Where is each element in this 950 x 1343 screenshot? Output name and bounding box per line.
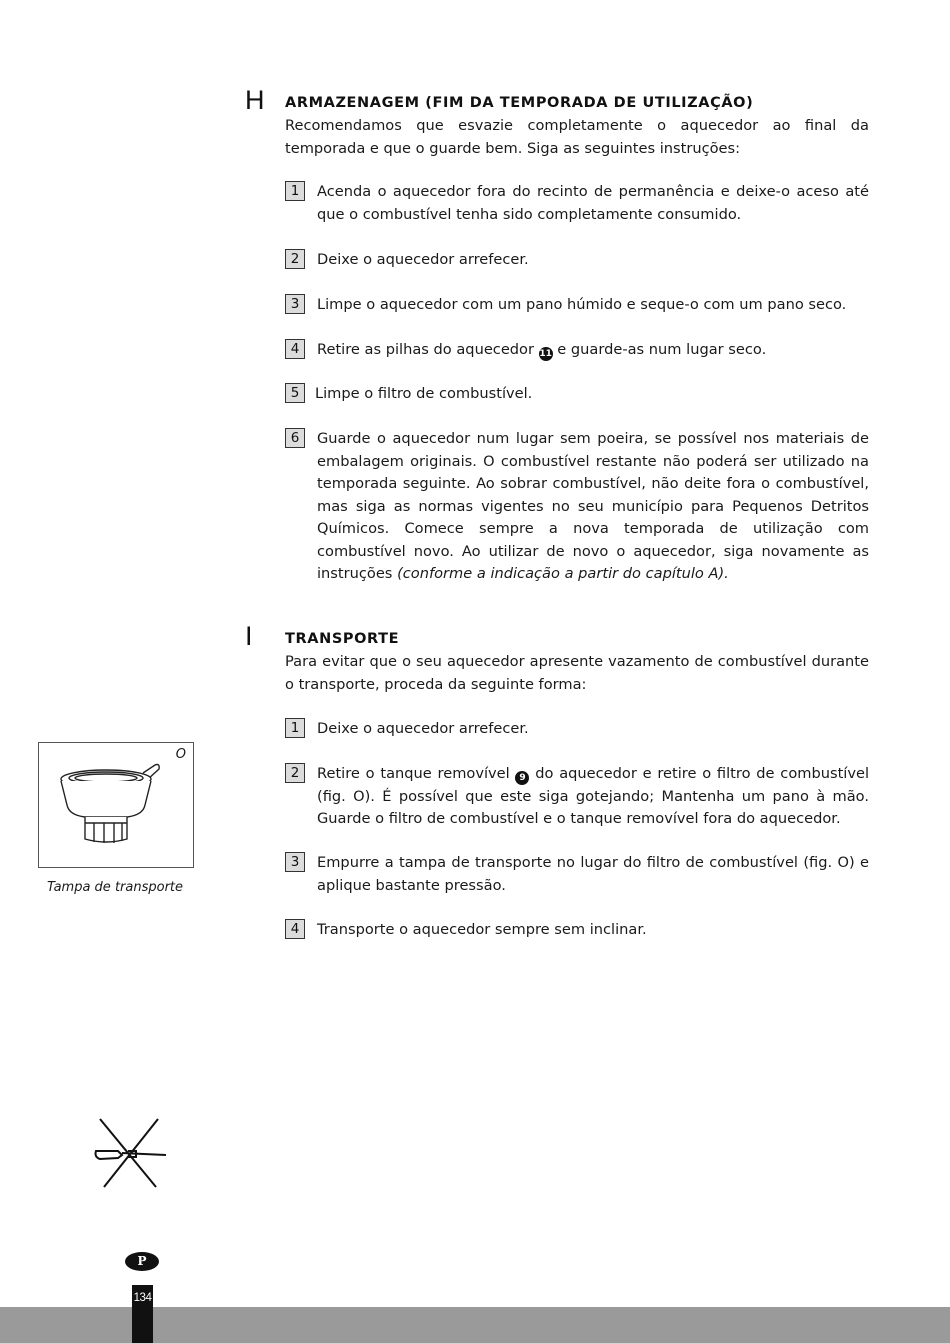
step-text: Deixe o aquecedor arrefecer. [317,251,529,268]
storage-step-2 [285,249,869,272]
step-text-before: Retire as pilhas do aquecedor [317,341,534,358]
step-number: 4 [285,919,305,939]
step-text [317,339,869,362]
storage-step-5 [285,383,869,406]
transport-step-3 [285,852,869,897]
step-text-before: Retire o tanque removível [317,765,510,782]
transport-step-1 [285,718,869,741]
step-text [317,428,869,586]
section-letter-i: I [245,621,253,651]
step-number: 3 [285,852,305,872]
step-number: 2 [285,763,305,783]
part-number-badge: 11 [539,349,552,359]
step-text-after: e guarde-as num lugar seco. [557,341,767,358]
language-badge: P [125,1252,159,1271]
step-text-italic: (conforme a indicação a partir do capítulo A). [397,565,729,582]
step-text [317,763,869,831]
figure-caption: Tampa de transporte [47,880,184,895]
no-screwdriver-icon [90,1115,170,1191]
step-text: Acenda o aquecedor fora do recinto de permanência e deixe-o aceso até que o combustível tenha sido completamente consumido. [317,183,869,223]
section-intro-transport: Para evitar que o seu aquecedor apresente vazamento de combustível durante o transporte, proceda da seguinte forma: [285,653,869,693]
step-number: 6 [285,428,305,448]
transport-cap-illustration [39,743,193,867]
storage-step-3 [285,294,869,317]
step-text: Transporte o aquecedor sempre sem inclinar. [317,921,647,938]
step-number: 2 [285,249,305,269]
figure-letter: O [175,747,186,762]
step-number: 1 [285,181,305,201]
step-number: 5 [285,383,305,403]
storage-step-1 [285,181,869,226]
transport-step-4 [285,919,869,942]
section-title-transport: TRANSPORTE [285,631,400,647]
step-text: Limpe o filtro de combustível. [315,385,533,402]
step-number: 4 [285,339,305,359]
step-text-after: do aquecedor e retire o filtro de combustível (fig. O). É possível que este siga gotejando; Mantenha um pano à mão. Guarde o filtro de combustível e o tanque removível fora do aquecedor. [317,765,870,827]
step-number: 3 [285,294,305,314]
section-title-storage: ARMAZENAGEM (FIM DA TEMPORADA DE UTILIZAÇÃO) [285,95,754,111]
step-text: Empurre a tampa de transporte no lugar do filtro de combustível (fig. O) e aplique bastante pressão. [317,854,869,894]
step-text: Deixe o aquecedor arrefecer. [317,720,529,737]
step-text-main: Guarde o aquecedor num lugar sem poeira, se possível nos materiais de embalagem originais. O combustível restante não poderá ser utilizado na temporada seguinte. Ao sobrar combustível, não deite fora o combustível, mas siga as normas vigentes no seu município para Pequenos Detritos Químicos. Comece sempre a nova temporada de utilização com combustível novo. Ao utilizar de novo o aquecedor, siga novamente as instruções [317,430,869,582]
page-number: 134 [133,1292,152,1304]
part-number-badge: 9 [515,771,529,785]
storage-step-4 [285,339,869,362]
section-intro-storage: Recomendamos que esvazie completamente o aquecedor ao final da temporada e que o guarde bem. Siga as seguintes instruções: [285,117,869,157]
transport-step-2 [285,763,869,831]
section-letter-h: H [245,85,265,115]
storage-step-6 [285,428,869,586]
step-text: Limpe o aquecedor com um pano húmido e seque-o com um pano seco. [317,296,847,313]
figure-transport-cap [38,742,194,868]
step-number: 1 [285,718,305,738]
